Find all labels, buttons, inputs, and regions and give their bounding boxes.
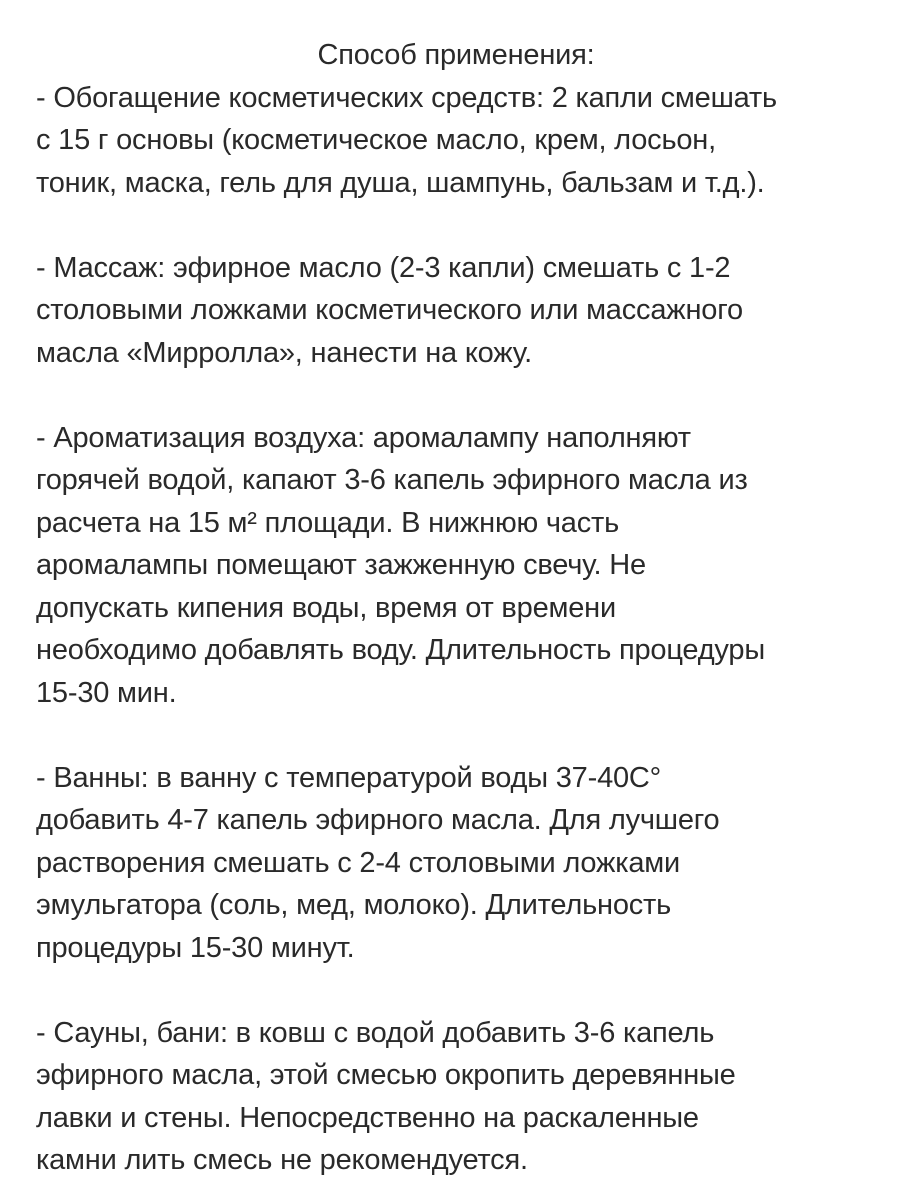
instructions-document xyxy=(36,34,876,1182)
section-aromatization xyxy=(36,417,876,715)
text-line: с 15 г основы (косметическое масло, крем, лосьон, xyxy=(36,124,716,156)
text-line: лавки и стены. Непосредственно на раскаленные xyxy=(36,1101,699,1134)
text-line: растворения смешать с 2-4 столовыми ложками xyxy=(36,846,680,879)
text-line: 15-30 мин. xyxy=(36,676,177,709)
text-line: эмульгатора (соль, мед, молоко). Длительность xyxy=(36,889,672,921)
section-baths xyxy=(36,757,876,970)
text-line: эфирного масла, этой смесью окропить деревянные xyxy=(36,1059,736,1091)
text-line: - Обогащение косметических средств: 2 капли смешать xyxy=(36,81,777,114)
page-title: Способ применения: xyxy=(317,39,595,71)
text-line: горячей водой, капают 3-6 капель эфирного масла из xyxy=(36,464,748,496)
section-cosmetics xyxy=(36,77,876,205)
text-line: допускать кипения воды, время от времени xyxy=(36,591,616,624)
text-line: столовыми ложками косметического или массажного xyxy=(36,294,743,326)
text-line: расчета на 15 м² площади. В нижнюю часть xyxy=(36,506,620,539)
text-line: масла «Мирролла», нанести на кожу. xyxy=(36,336,533,369)
text-line: - Ванны: в ванну с температурой воды 37-40С° xyxy=(36,761,662,794)
text-line: добавить 4-7 капель эфирного масла. Для лучшего xyxy=(36,804,720,836)
section-massage xyxy=(36,247,876,375)
text-line: камни лить смесь не рекомендуется. xyxy=(36,1144,528,1176)
text-line: - Массаж: эфирное масло (2-3 капли) смешать с 1-2 xyxy=(36,251,731,284)
section-saunas xyxy=(36,1012,876,1182)
text-line: - Сауны, бани: в ковш с водой добавить 3-6 капель xyxy=(36,1016,715,1049)
text-line: - Ароматизация воздуха: аромалампу наполняют xyxy=(36,421,691,454)
text-line: тоник, маска, гель для душа, шампунь, бальзам и т.д.). xyxy=(36,166,765,199)
text-line: процедуры 15-30 минут. xyxy=(36,931,355,964)
text-line: необходимо добавлять воду. Длительность процедуры xyxy=(36,634,765,666)
text-line: аромалампы помещают зажженную свечу. Не xyxy=(36,549,646,581)
